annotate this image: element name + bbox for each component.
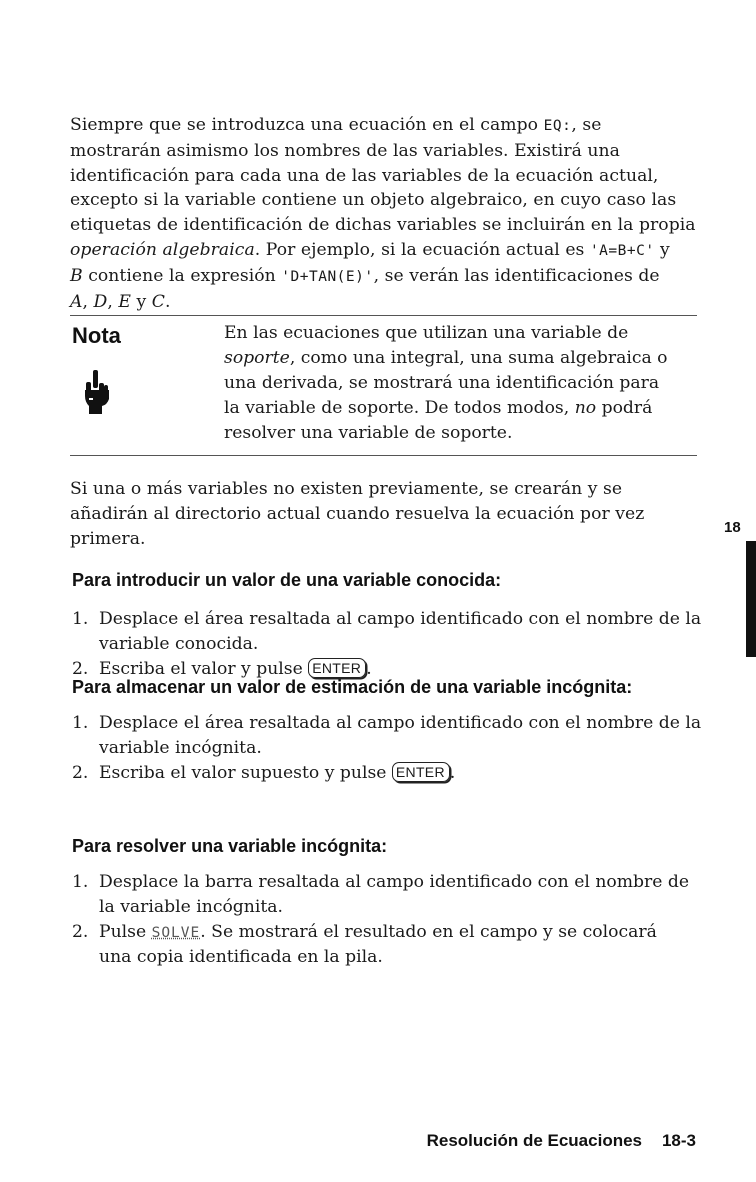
step-text: . [449, 762, 456, 783]
step-text: . Se mostrará el resultado en el campo y se colocará [200, 921, 657, 942]
list-item [72, 870, 702, 920]
expression-code: 'D+TAN(E)' [281, 268, 374, 285]
step-number: 1. [72, 713, 89, 733]
step-text: Pulse [99, 921, 152, 942]
variable-name: C [151, 291, 165, 312]
section-heading-known-variable: Para introducir un valor de una variable conocida: [72, 570, 502, 590]
step-number: 1. [72, 609, 89, 629]
enter-key: ENTER [308, 658, 366, 678]
variable-name: E [118, 291, 131, 312]
note-top-rule [70, 315, 697, 316]
emphasis-text: operación algebraica [70, 239, 255, 260]
pointing-hand-icon [80, 368, 112, 416]
note-text: , como una integral, una suma algebraica o [289, 348, 668, 368]
list-item [72, 920, 702, 971]
paragraph-text: Si una o más variables no existen previamente, se crearán y se [70, 479, 623, 499]
note-text: En las ecuaciones que utilizan una variable de [224, 323, 629, 343]
step-text: . [366, 658, 372, 679]
enter-key: ENTER [392, 762, 450, 782]
variable-name: D [93, 291, 108, 312]
list-item [72, 761, 702, 786]
intro-text: etiquetas de identificación de dichas variables se incluirán en la propia [70, 215, 696, 236]
eq-field-code: EQ: [543, 118, 572, 134]
variable-name: B [70, 265, 83, 286]
section-heading-solve: Para resolver una variable incógnita: [72, 836, 388, 856]
separator: . [164, 291, 171, 312]
step-number: 2. [72, 921, 89, 942]
separator: , [107, 291, 119, 312]
intro-text: . Por ejemplo, si la ecuación actual es [254, 239, 590, 260]
emphasis-text: no [574, 398, 597, 418]
section-heading-estimate: Para almacenar un valor de estimación de una variable incógnita: [72, 677, 633, 697]
step-text: variable incógnita. [99, 737, 262, 758]
note-bottom-rule [70, 455, 697, 456]
list-item [72, 607, 702, 657]
intro-text: excepto si la variable contiene un objeto algebraico, en cuyo caso las [70, 190, 677, 211]
steps-estimate [72, 711, 702, 785]
intro-text: contiene la expresión [82, 265, 282, 286]
step-text: la variable incógnita. [99, 896, 283, 917]
paragraph-text: primera. [70, 528, 146, 549]
footer-chapter-title: Resolución de Ecuaciones [426, 1131, 642, 1150]
emphasis-text: soporte [224, 348, 290, 368]
step-text: Escriba el valor supuesto y pulse [99, 762, 392, 783]
intro-text: y [654, 239, 670, 260]
note-text: una derivada, se mostrará una identificación para [224, 373, 660, 393]
separator: y [130, 291, 152, 312]
step-number: 2. [72, 658, 89, 679]
note-text: resolver una variable de soporte. [224, 423, 513, 443]
list-item [72, 711, 702, 761]
step-text: Desplace el área resaltada al campo identificado con el nombre de la [99, 609, 702, 629]
intro-text: identificación para cada una de las variables de la ecuación actual, [70, 165, 659, 186]
equation-code: 'A=B+C' [589, 242, 655, 259]
solve-softkey: SOLVE [151, 924, 201, 941]
steps-known-variable [72, 607, 702, 681]
note-text: la variable de soporte. De todos modos, [224, 398, 575, 418]
step-number: 2. [72, 762, 89, 783]
step-number: 1. [72, 872, 89, 892]
intro-text: , se [571, 115, 602, 135]
note-text: podrá [596, 398, 653, 418]
step-text: Desplace el área resaltada al campo identificado con el nombre de la [99, 713, 702, 733]
chapter-tab-number: 18 [724, 519, 741, 536]
intro-text: mostrarán asimismo los nombres de las variables. Existirá una [70, 140, 620, 161]
intro-text: Siempre que se introduzca una ecuación en el campo [70, 115, 544, 135]
step-text: Escriba el valor y pulse [99, 658, 309, 679]
separator: , [82, 291, 94, 312]
note-label: Nota [72, 323, 121, 348]
note-body [224, 321, 694, 446]
step-text: una copia identificada en la pila. [99, 947, 383, 968]
variables-paragraph [70, 477, 700, 551]
step-text: variable conocida. [99, 633, 259, 654]
steps-solve [72, 870, 702, 970]
paragraph-text: añadirán al directorio actual cuando resuelva la ecuación por vez [70, 503, 645, 524]
chapter-tab-bar [746, 541, 756, 657]
variable-name: A [70, 291, 83, 312]
intro-paragraph [70, 113, 700, 314]
footer-page-number: 18-3 [661, 1131, 696, 1150]
step-text: Desplace la barra resaltada al campo identificado con el nombre de [99, 872, 690, 892]
intro-text: , se verán las identificaciones de [373, 265, 660, 286]
